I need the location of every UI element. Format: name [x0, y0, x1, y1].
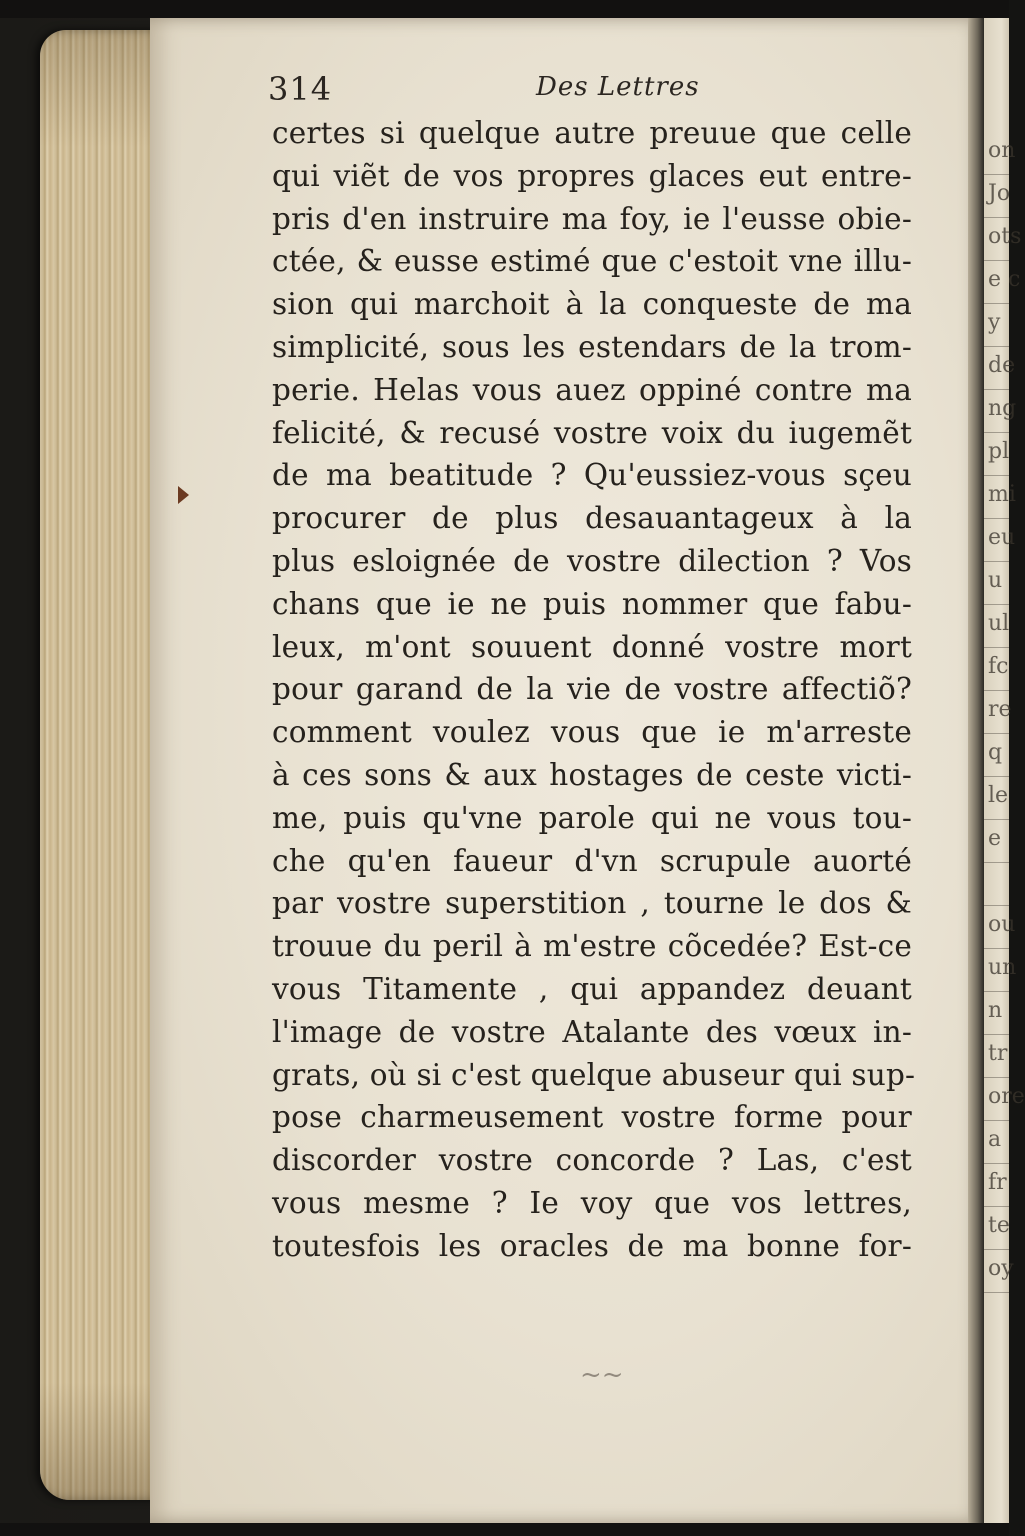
- text-line: pour garand de la vie de vostre affectiõ?: [272, 672, 912, 707]
- facing-page-fragment: ul: [988, 611, 1010, 636]
- facing-page-fragment: fc: [988, 654, 1009, 679]
- facing-page-rule: [984, 948, 1009, 949]
- facing-page-fragment: de: [988, 353, 1016, 378]
- facing-page-fragment: mi: [988, 482, 1016, 507]
- facing-page-fragment: [988, 869, 1018, 899]
- facing-page-fragment: n: [988, 998, 1003, 1023]
- text-line: leux, m'ont souuent donné vostre mort: [272, 629, 912, 664]
- book-gutter: [968, 18, 984, 1523]
- facing-page-fragment: ng: [988, 396, 1017, 421]
- text-line: pose charmeusement vostre forme pour: [272, 1100, 912, 1135]
- facing-page-fragment: ore: [988, 1084, 1025, 1109]
- text-line: certes si quelque autre preuue que celle: [272, 116, 912, 150]
- text-line: discorder vostre concorde ? Las, c'est: [272, 1143, 912, 1178]
- bookmark-tab-icon: [178, 486, 189, 504]
- text-line: chans que ie ne puis nommer que fabu-: [272, 586, 912, 621]
- facing-page-rule: [984, 217, 1009, 218]
- body-text: [272, 112, 916, 1268]
- text-line: par vostre superstition , tourne le dos &: [272, 886, 912, 921]
- facing-page-rule: [984, 733, 1009, 734]
- facing-page-fragment: eu: [988, 525, 1016, 550]
- page-header: [268, 70, 908, 114]
- facing-page-fragment: fr: [988, 1170, 1007, 1195]
- text-line: procurer de plus desauantageux à la: [272, 501, 912, 536]
- text-line: qui viẽt de vos propres glaces eut entre-: [272, 158, 912, 193]
- bottom-ornament: ~~: [580, 1360, 624, 1390]
- facing-page-fragment: q: [988, 740, 1003, 765]
- facing-page-fragment: pl: [988, 439, 1010, 464]
- facing-page-strip: [984, 18, 1025, 1523]
- text-line: vous mesme ? Ie voy que vos lettres,: [272, 1185, 912, 1220]
- text-line: felicité, & recusé vostre voix du iugemẽt: [272, 415, 912, 450]
- facing-page-fragment: e: [988, 826, 1002, 851]
- text-line: toutesfois les oracles de ma bonne for-: [272, 1228, 912, 1263]
- facing-page-fragment: oy: [988, 1256, 1014, 1281]
- facing-page-rule: [984, 604, 1009, 605]
- text-line: simplicité, sous les estendars de la trom-: [272, 329, 912, 364]
- facing-page-fragment: ou: [988, 912, 1016, 937]
- text-line: sion qui marchoit à la conqueste de ma: [272, 287, 912, 322]
- facing-page-rule: [984, 905, 1009, 906]
- text-line: vous Titamente , qui appandez deuant: [272, 971, 912, 1006]
- facing-page-rule: [984, 432, 1009, 433]
- facing-page-rule: [984, 518, 1009, 519]
- facing-page-rule: [984, 991, 1009, 992]
- running-head: Des Lettres: [536, 72, 700, 102]
- text-line: de ma beatitude ? Qu'eussiez-vous sçeu: [272, 458, 912, 493]
- facing-page-rule: [984, 346, 1009, 347]
- facing-page-rule: [984, 1163, 1009, 1164]
- page-number: 314: [268, 70, 333, 108]
- facing-page-fragment: le: [988, 783, 1009, 808]
- text-line: me, puis qu'vne parole qui ne vous tou-: [272, 800, 912, 835]
- facing-page-rule: [984, 389, 1009, 390]
- facing-page-rule: [984, 647, 1009, 648]
- facing-page-rule: [984, 1206, 1009, 1207]
- facing-page-rule: [984, 776, 1009, 777]
- facing-page-rule: [984, 1077, 1009, 1078]
- facing-page-fragment: te: [988, 1213, 1010, 1238]
- facing-page-fragment: Jo: [988, 181, 1011, 206]
- facing-page-rule: [984, 1034, 1009, 1035]
- facing-page-fragment: u: [988, 568, 1003, 593]
- facing-page-rule: [984, 475, 1009, 476]
- facing-page-fragment: re: [988, 697, 1012, 722]
- facing-page-fragment: on: [988, 138, 1016, 163]
- facing-page-fragment: un: [988, 955, 1017, 980]
- text-line: comment voulez vous que ie m'arreste: [272, 715, 912, 750]
- facing-page-rule: [984, 260, 1009, 261]
- facing-page-rule: [984, 1120, 1009, 1121]
- facing-page-rule: [984, 174, 1009, 175]
- text-line: l'image de vostre Atalante des vœux in-: [272, 1014, 912, 1049]
- facing-page-rule: [984, 1292, 1009, 1293]
- bottom-background: [0, 1523, 1009, 1536]
- text-line: pris d'en instruire ma foy, ie l'eusse obie-: [272, 201, 912, 236]
- facing-page-fragment: e c: [988, 267, 1021, 292]
- facing-page-fragment: y: [988, 310, 1001, 335]
- text-line: plus esloignée de vostre dilection ? Vos: [272, 543, 912, 578]
- text-line: grats, où si c'est quelque abuseur qui sup-: [272, 1057, 916, 1092]
- text-line: ctée, & eusse estimé que c'estoit vne illu-: [272, 244, 912, 279]
- facing-page-fragment: a: [988, 1127, 1002, 1152]
- text-line: che qu'en faueur d'vn scrupule auorté: [272, 843, 912, 878]
- facing-page-rule: [984, 1249, 1009, 1250]
- facing-page-rule: [984, 819, 1009, 820]
- top-background: [0, 0, 1009, 18]
- facing-page-rule: [984, 561, 1009, 562]
- text-line: trouue du peril à m'estre cõcedée? Est-ce: [272, 929, 912, 964]
- facing-page-fragment: ots: [988, 224, 1022, 249]
- text-line: à ces sons & aux hostages de ceste victi-: [272, 757, 912, 792]
- facing-page-rule: [984, 303, 1009, 304]
- facing-page-rule: [984, 862, 1009, 863]
- facing-page-fragment: tr: [988, 1041, 1008, 1066]
- facing-page-rule: [984, 690, 1009, 691]
- text-line: perie. Helas vous auez oppiné contre ma: [272, 372, 912, 407]
